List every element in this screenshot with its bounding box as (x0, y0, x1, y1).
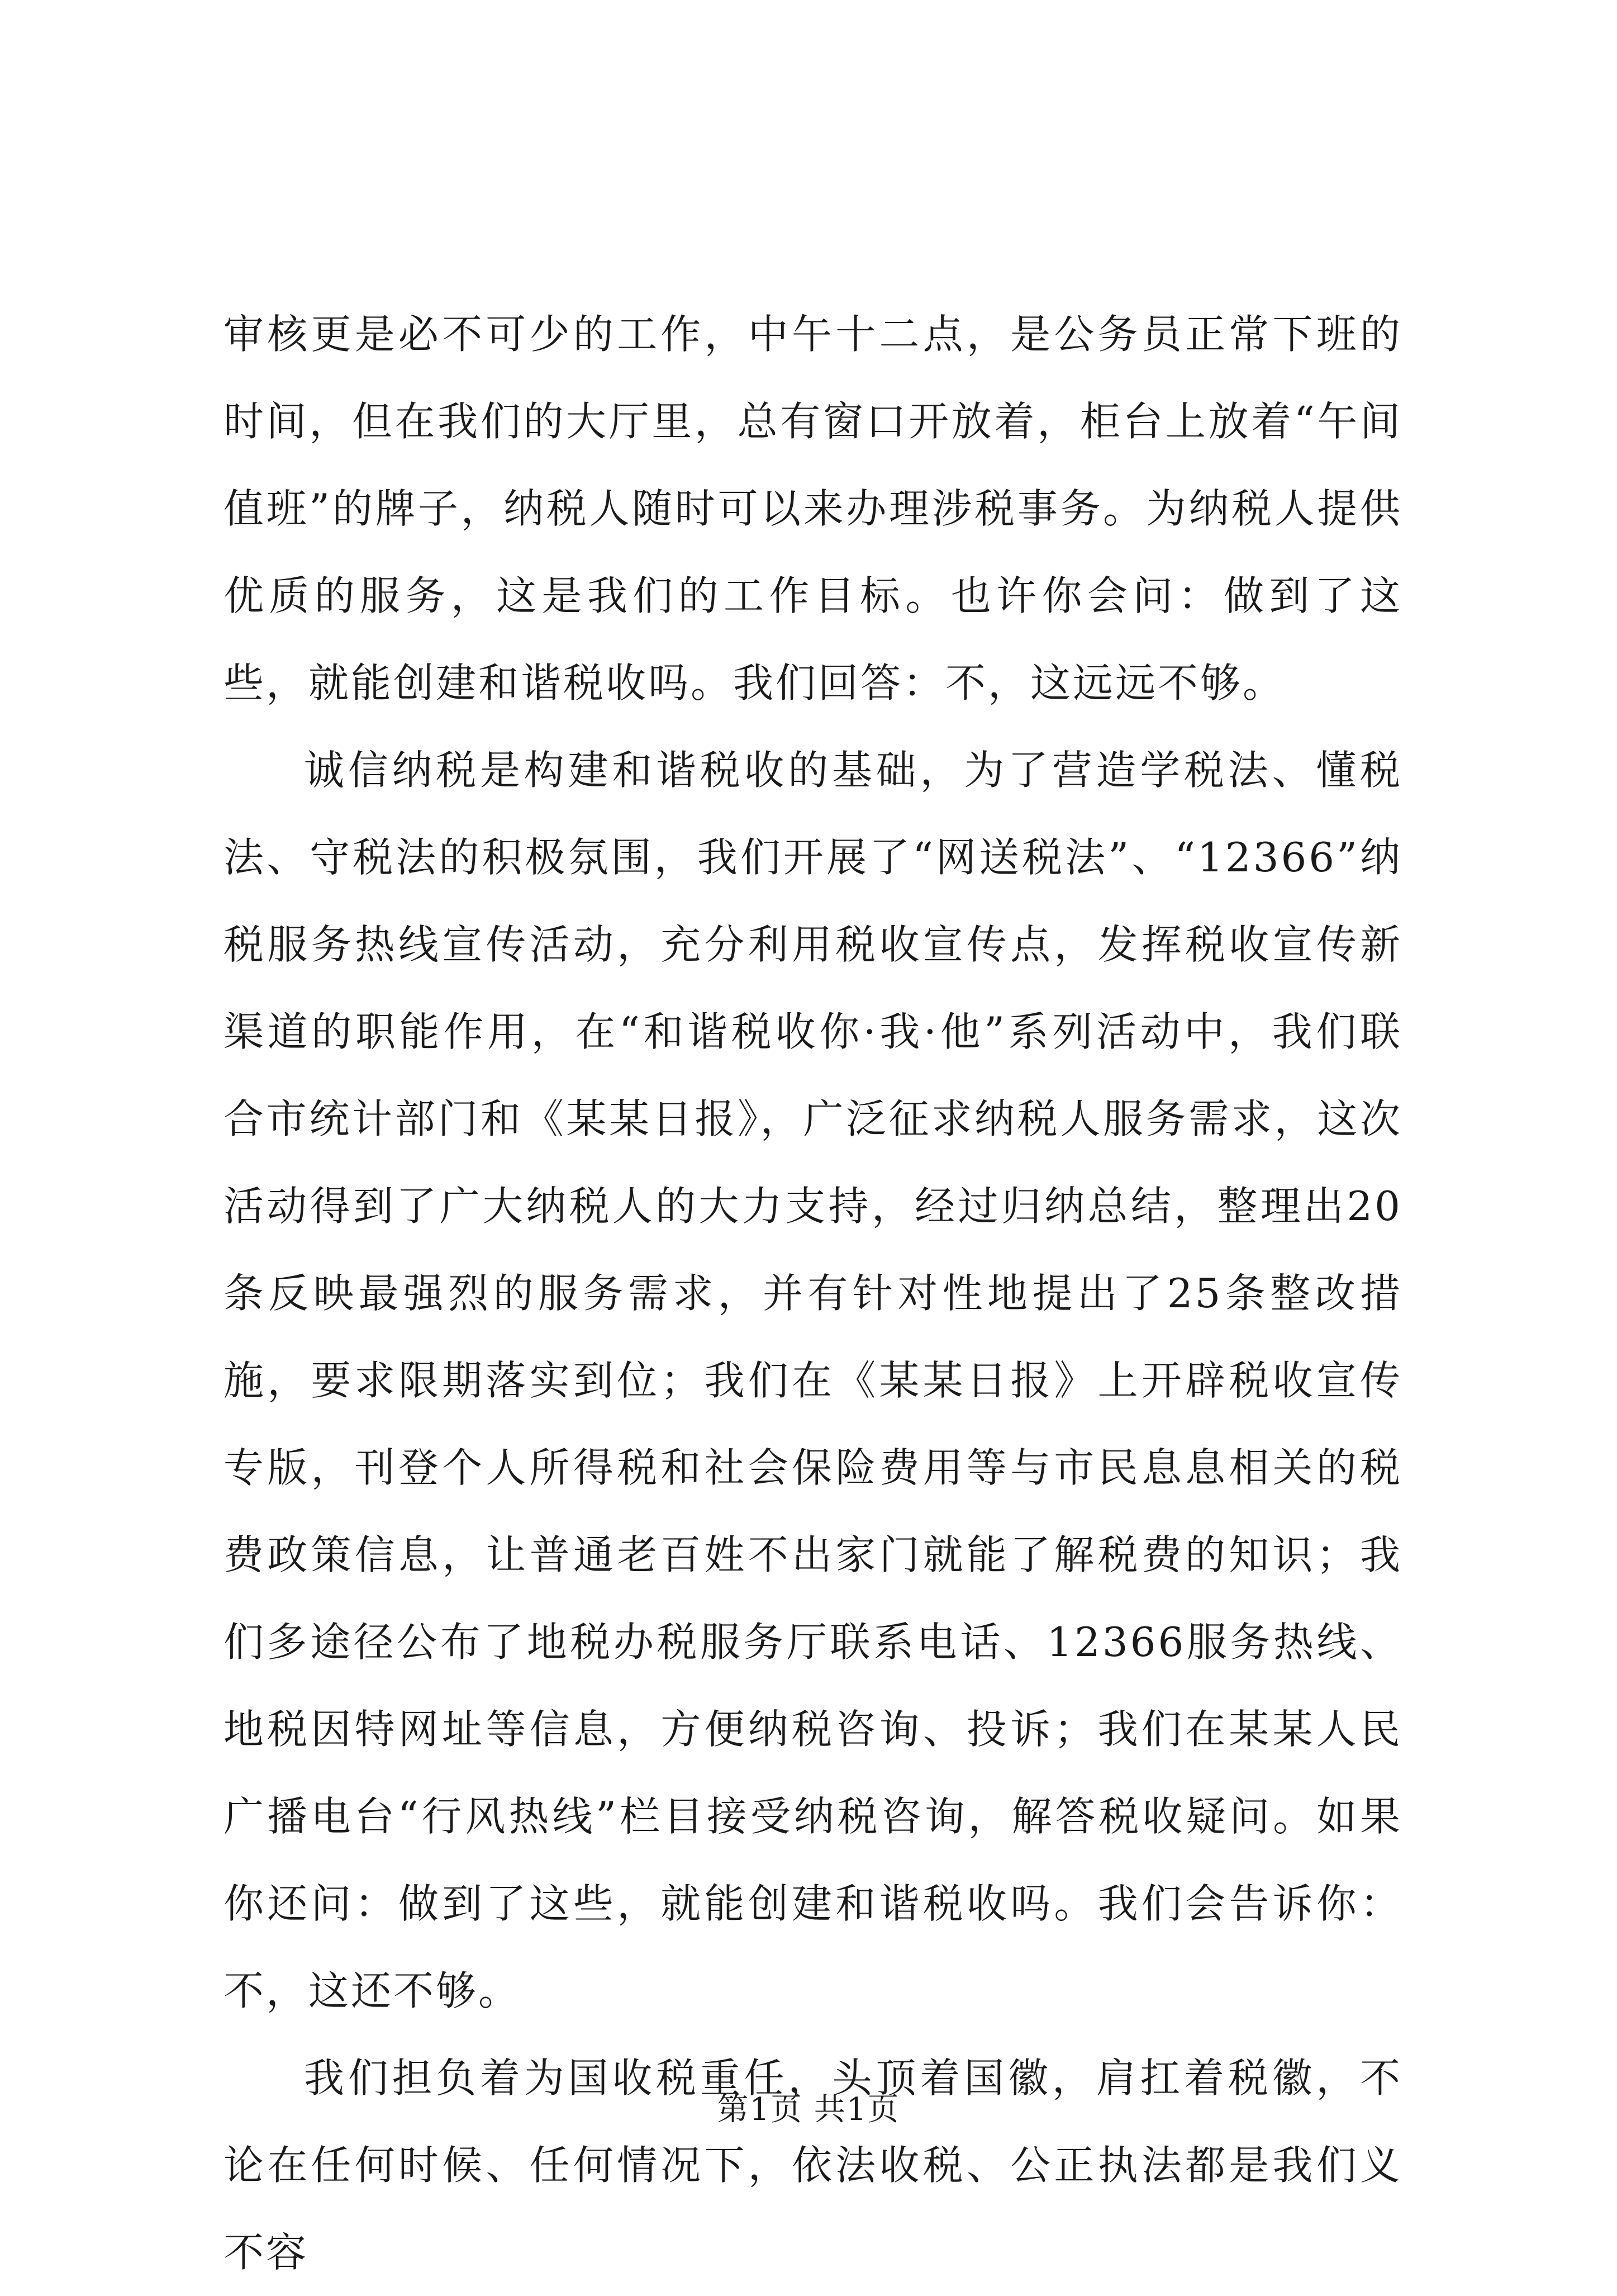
page-footer: 第1页 共1页 (717, 2091, 900, 2128)
document-body (223, 291, 1402, 2296)
paragraph-2: 诚信纳税是构建和谐税收的基础，为了营造学税法、懂税法、守税法的积极氛围，我们开展了“网送税法”、“12366”纳税服务热线宣传活动，充分利用税收宣传点，发挥税收宣传新渠道的职能作用，在“和谐税收你·我·他”系列活动中，我们联合市统计部门和《某某日报》，广泛征求纳税人服务需求，这次活动得到了广大纳税人的大力支持，经过归纳总结，整理出20条反映最强烈的服务需求，并有针对性地提出了25条整改措施，要求限期落实到位；我们在《某某日报》上开辟税收宣传专版，刊登个人所得税和社会保险费用等与市民息息相关的税费政策信息，让普通老百姓不出家门就能了解税费的知识；我们多途径公布了地税办税服务厅联系电话、12366服务热线、地税因特网址等信息，方便纳税咨询、投诉；我们在某某人民广播电台“行风热线”栏目接受纳税咨询，解答税收疑问。如果你还问：做到了这些，就能创建和谐税收吗。我们会告诉你：不，这还不够。 (223, 747, 1402, 2014)
paragraph-3: 我们担负着为国收税重任，头顶着国徽，肩扛着税徽，不论在任何时候、任何情况下，依法收税、公正执法都是我们义不容 (223, 2055, 1402, 2276)
paragraph-1: 审核更是必不可少的工作，中午十二点，是公务员正常下班的时间，但在我们的大厅里，总有窗口开放着，柜台上放着“午间值班”的牌子，纳税人随时可以来办理涉税事务。为纳税人提供优质的服务，这是我们的工作目标。也许你会问：做到了这些，就能创建和谐税收吗。我们回答：不，这远远不够。 (223, 311, 1402, 706)
